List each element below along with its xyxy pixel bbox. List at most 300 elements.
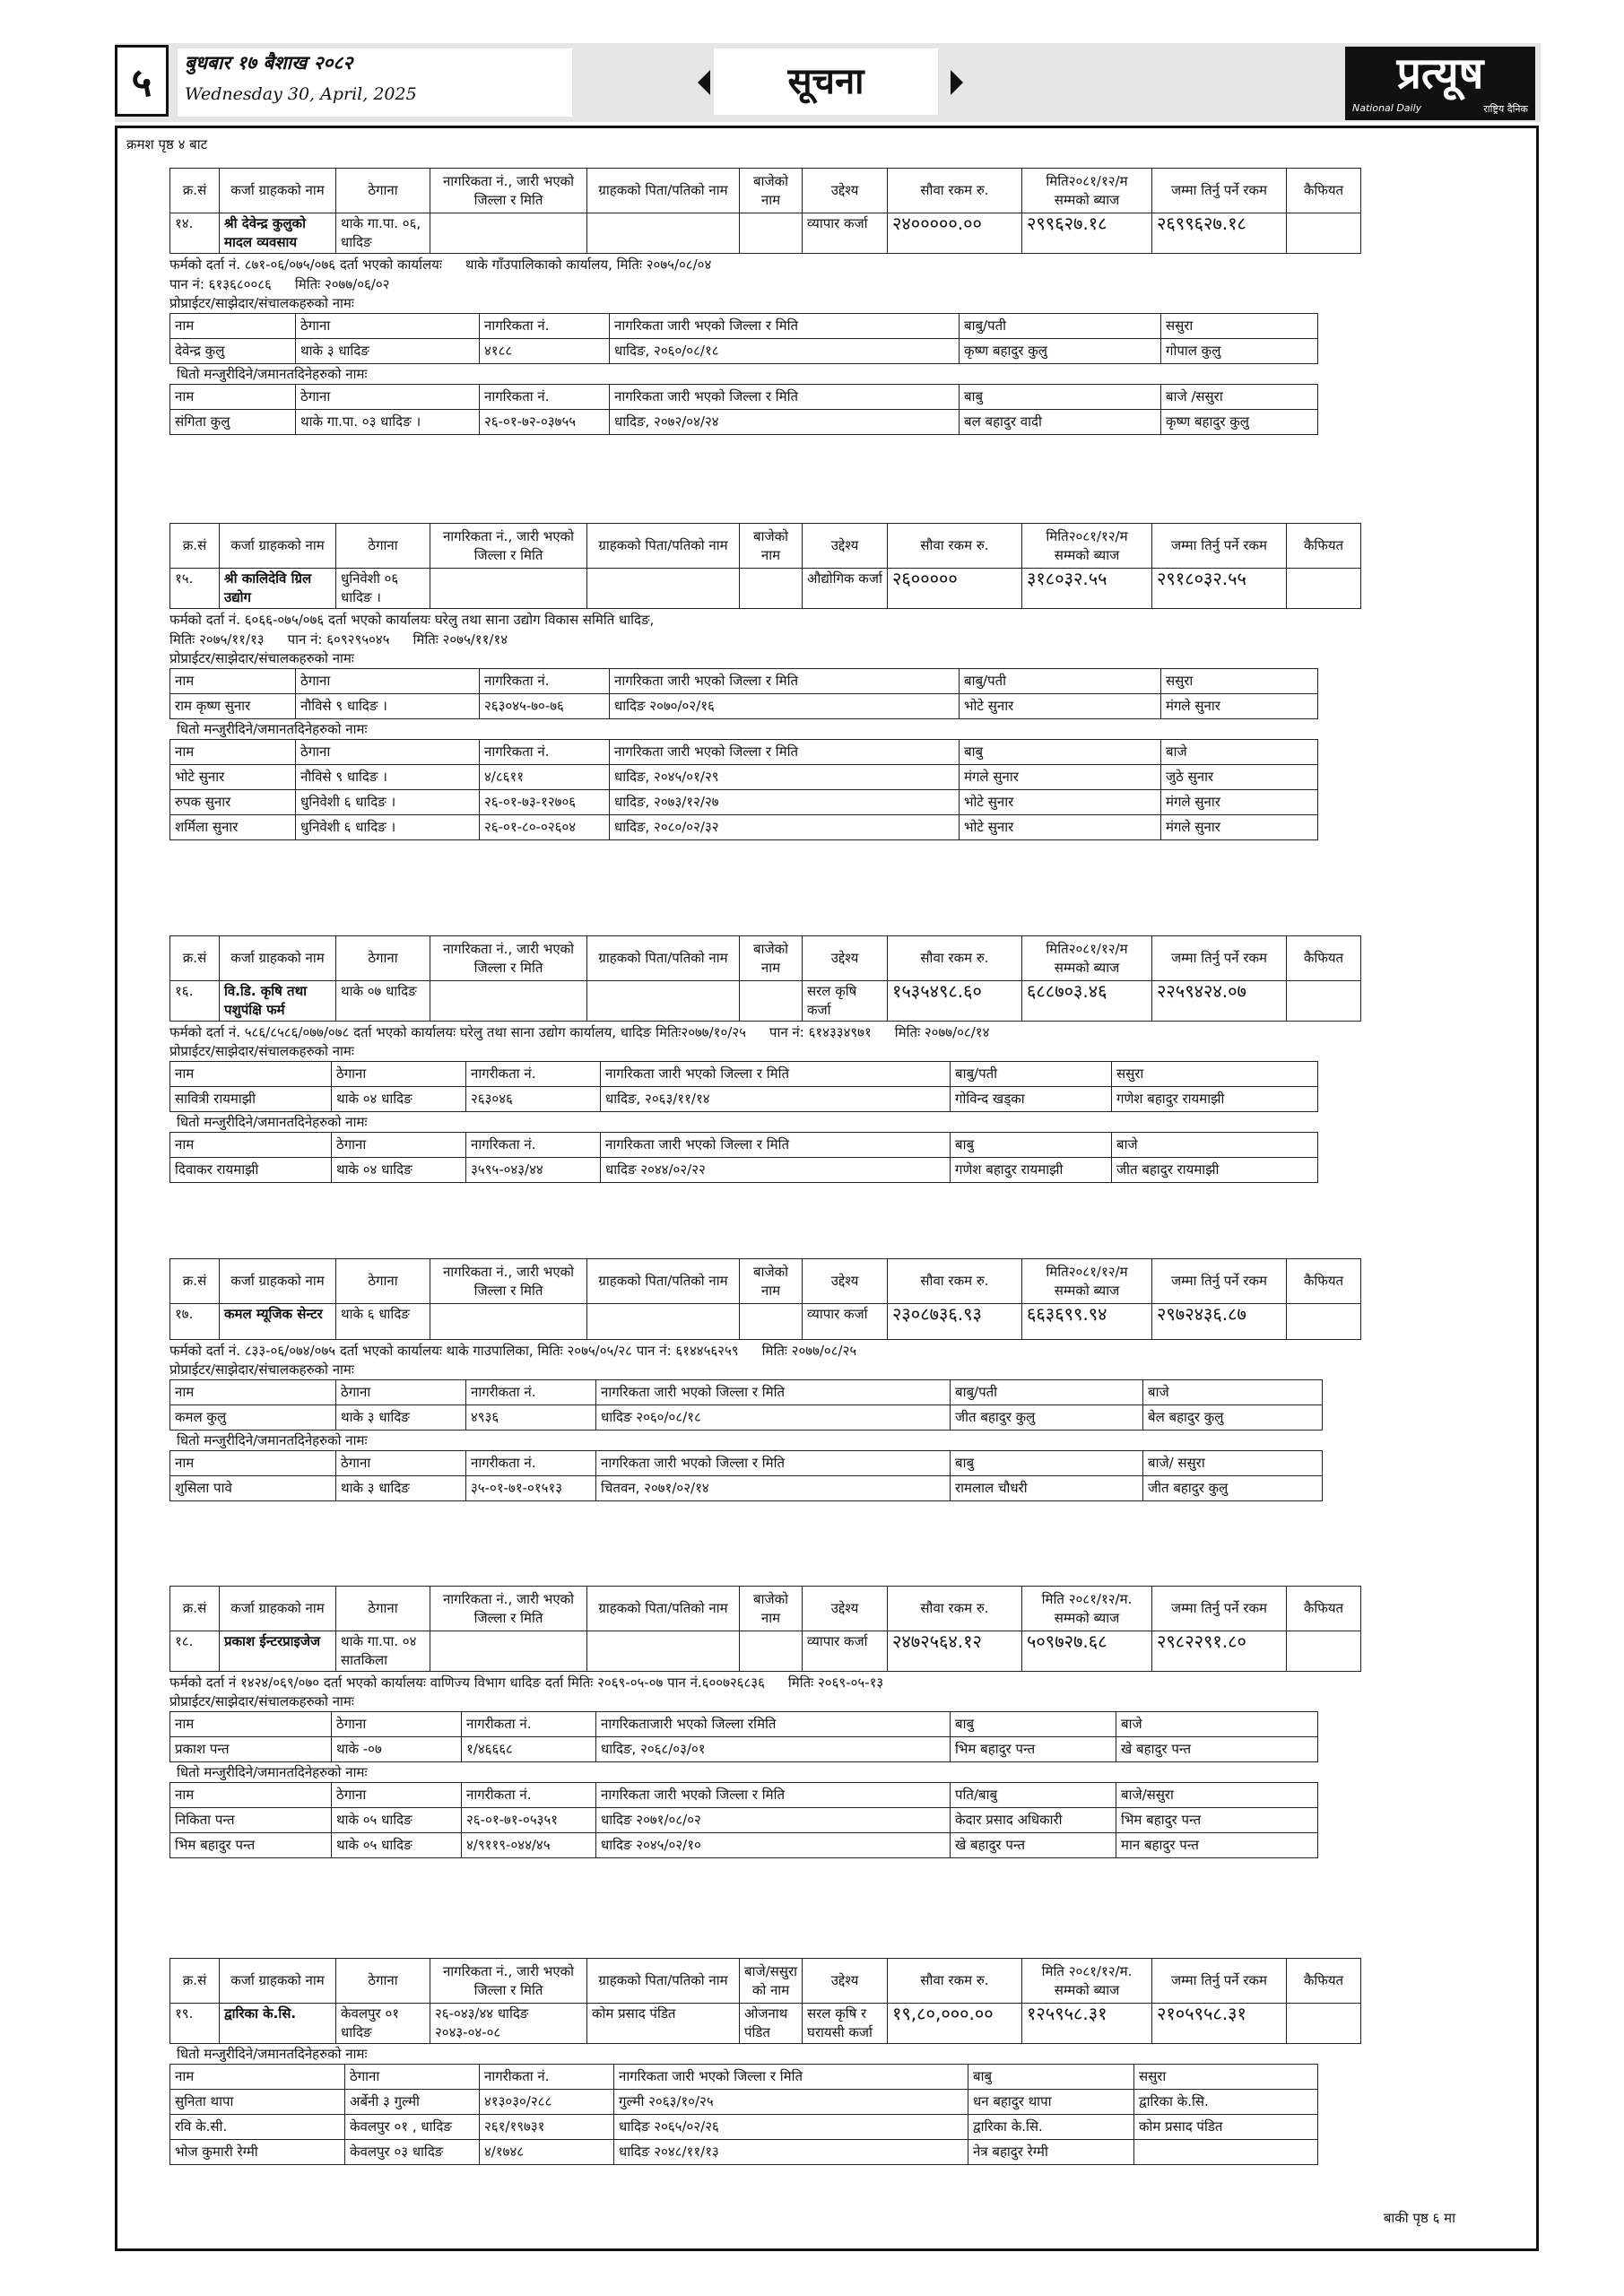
- proprietor-cell: १/४६६६८: [462, 1737, 596, 1762]
- loan-header-cell: जम्मा तिर्नु पर्ने रकम: [1152, 1587, 1287, 1631]
- guarantor-label: धितो मन्जुरीदिने/जमानतदिनेहरुको नामः: [177, 1114, 368, 1130]
- proprietor-label: प्रोप्राईटर/साझेदार/संचालकहरुको नामः: [169, 1693, 354, 1709]
- loan-header-cell: सौवा रकम रु.: [888, 1587, 1022, 1631]
- loan-header-cell: सौवा रकम रु.: [888, 1959, 1022, 2004]
- guarantor-cell: ४१३०३०/२८८: [480, 2090, 614, 2115]
- proprietor-header-cell: नागरिकता जारी भएको जिल्ला र मिति: [610, 314, 960, 339]
- loan-header-row: [170, 1959, 1361, 2004]
- proprietor-cell: नौविसे ९ धादिङ ।: [296, 694, 480, 719]
- section-title: सूचना: [714, 48, 938, 115]
- guarantor-cell: ३५-०१-७१-०१५१३: [466, 1476, 596, 1501]
- proprietor-row: [170, 339, 1318, 364]
- loan-cell: [430, 981, 587, 1022]
- loan-cell: ६६३६९९.९४: [1022, 1304, 1152, 1340]
- proprietor-cell: जीत बहादुर कुलु: [951, 1405, 1143, 1431]
- proprietor-cell: प्रकाश पन्त: [170, 1737, 332, 1762]
- header-dates: [178, 48, 572, 117]
- guarantor-header-cell: नागरिकता नं.: [480, 740, 610, 765]
- loan-cell: २९७२४३६.८७: [1152, 1304, 1287, 1340]
- loan-header-cell: नागरिकता नं., जारी भएको जिल्ला र मिति: [430, 524, 587, 569]
- loan-cell: १७.: [170, 1304, 220, 1340]
- date-english: Wednesday 30, April, 2025: [185, 84, 417, 104]
- guarantor-header-cell: ठेगाना: [336, 1451, 466, 1476]
- loan-header-cell: मिति२०८१/१२/म सम्मको ब्याज: [1022, 524, 1152, 569]
- guarantor-cell: धादिङ २०४८/११/१३: [614, 2140, 968, 2165]
- newspaper-logo: [1345, 47, 1535, 120]
- firm-registration-line: [169, 611, 1361, 629]
- proprietor-row: [170, 694, 1318, 719]
- loan-cell: १८.: [170, 1631, 220, 1672]
- proprietor-header-cell: ठेगाना: [296, 669, 480, 694]
- proprietor-header-cell: ठेगाना: [332, 1712, 462, 1737]
- loan-cell: थाके गा.पा. ०६, धादिङ: [336, 213, 430, 254]
- loan-header-row: [170, 524, 1361, 569]
- guarantor-header-cell: नाम: [170, 740, 296, 765]
- loan-cell: थाके ०७ धादिङ: [336, 981, 430, 1022]
- guarantor-cell: शर्मिला सुनार: [170, 815, 296, 840]
- guarantor-table: [169, 1132, 1318, 1183]
- loan-cell: २६९९६२७.१८: [1152, 213, 1287, 254]
- loan-header-cell: सौवा रकम रु.: [888, 169, 1022, 213]
- loan-cell: व्यापार कर्जा: [803, 1631, 888, 1672]
- proprietor-header-cell: नागरिकता नं.: [480, 669, 610, 694]
- proprietor-cell: खे बहादुर पन्त: [1116, 1737, 1318, 1762]
- proprietor-label: प्रोप्राईटर/साझेदार/संचालकहरुको नामः: [169, 295, 354, 311]
- guarantor-cell: भोटे सुनार: [960, 790, 1161, 815]
- guarantor-header-cell: नागरिकता जारी भएको जिल्ला र मिति: [610, 740, 960, 765]
- loan-header-cell: सौवा रकम रु.: [888, 936, 1022, 981]
- guarantor-header-cell: नाम: [170, 385, 296, 410]
- logo-subtitle-nepali: राष्ट्रिय दैनिक: [1483, 103, 1528, 115]
- guarantor-cell: [1134, 2140, 1318, 2165]
- proprietor-header-row: [170, 1712, 1318, 1737]
- guarantor-cell: धादिङ २०७१/०८/०२: [596, 1808, 951, 1833]
- loan-header-cell: जम्मा तिर्नु पर्ने रकम: [1152, 1259, 1287, 1304]
- guarantor-header-cell: बाबु: [960, 385, 1161, 410]
- loan-cell: सरल कृषि र घरायसी कर्जा: [803, 2004, 888, 2044]
- guarantor-cell: थाके ०४ धादिङ: [332, 1158, 466, 1183]
- continued-to: बाकी पृष्ठ ६ मा: [1383, 2210, 1455, 2226]
- loan-section: [169, 523, 1361, 840]
- firm-registration-text: फर्मको दर्ता नं. ८७१-०६/०७५/०७६ दर्ता भएको कार्यालयः: [169, 257, 442, 273]
- guarantor-cell: अर्बेनी ३ गुल्मी: [345, 2090, 480, 2115]
- loan-cell: कमल म्यूजिक सेन्टर: [220, 1304, 336, 1340]
- loan-header-cell: जम्मा तिर्नु पर्ने रकम: [1152, 1959, 1287, 2004]
- guarantor-cell: थाके गा.पा. ०३ धादिङ ।: [296, 410, 480, 435]
- proprietor-cell: ४१८८: [480, 339, 610, 364]
- guarantor-cell: रामलाल चौधरी: [951, 1476, 1143, 1501]
- loan-cell: प्रकाश ईन्टरप्राइजेज: [220, 1631, 336, 1672]
- loan-cell: औद्योगिक कर्जा: [803, 569, 888, 609]
- guarantor-header-cell: ठेगाना: [345, 2065, 480, 2090]
- loan-cell: [587, 569, 740, 609]
- guarantor-label: धितो मन्जुरीदिने/जमानतदिनेहरुको नामः: [177, 1764, 368, 1780]
- guarantor-row: [170, 2140, 1318, 2165]
- guarantor-cell: कृष्ण बहादुर कुलु: [1161, 410, 1318, 435]
- loan-header-cell: जम्मा तिर्नु पर्ने रकम: [1152, 169, 1287, 213]
- guarantor-cell: धादिङ २०६५/०२/२६: [614, 2115, 968, 2140]
- proprietor-cell: गोपाल कुलु: [1161, 339, 1318, 364]
- loan-cell: [1287, 1631, 1361, 1672]
- firm-registration-line: [169, 256, 1361, 274]
- guarantor-cell: रवि के.सी.: [170, 2115, 345, 2140]
- guarantor-header-cell: नाम: [170, 1133, 332, 1158]
- loan-header-cell: कैफियत: [1287, 936, 1361, 981]
- firm-registration-text: पान नं: ६१४३३४९७१: [769, 1024, 872, 1040]
- proprietor-cell: देवेन्द्र कुलु: [170, 339, 296, 364]
- proprietor-header-cell: ससुरा: [1112, 1062, 1318, 1087]
- proprietor-header-cell: बाजे: [1143, 1380, 1323, 1405]
- loan-cell: १९.: [170, 2004, 220, 2044]
- loan-header-cell: क्र.सं: [170, 1259, 220, 1304]
- loan-header-cell: बाजेको नाम: [740, 1587, 803, 1631]
- loan-section: [169, 168, 1361, 435]
- guarantor-label: धितो मन्जुरीदिने/जमानतदिनेहरुको नामः: [177, 2046, 368, 2062]
- guarantor-cell: धादिङ, २०७३/१२/२७: [610, 790, 960, 815]
- proprietor-table: [169, 668, 1318, 719]
- loan-cell: केवलपुर ०१ धादिङ: [336, 2004, 430, 2044]
- loan-cell: २३०८७३६.९३: [888, 1304, 1022, 1340]
- guarantor-cell: धुनिवेशी ६ धादिङ ।: [296, 815, 480, 840]
- arrow-right-icon: [951, 70, 963, 95]
- guarantor-cell: जीत बहादुर रायमाझी: [1112, 1158, 1318, 1183]
- proprietor-table: [169, 1061, 1318, 1112]
- proprietor-table: [169, 1379, 1323, 1431]
- loan-header-cell: उद्देश्य: [803, 1259, 888, 1304]
- guarantor-cell: कोम प्रसाद पंडित: [1134, 2115, 1318, 2140]
- loan-header-cell: ठेगाना: [336, 936, 430, 981]
- guarantor-cell: थाके ०५ धादिङ: [332, 1833, 462, 1858]
- guarantor-cell: भोज कुमारी रेग्मी: [170, 2140, 345, 2165]
- firm-registration-text: पान नं: ६०९२९५०४५: [287, 631, 390, 648]
- loan-header-cell: ठेगाना: [336, 1587, 430, 1631]
- proprietor-header-cell: नाम: [170, 1062, 332, 1087]
- guarantor-header-cell: बाजे: [1161, 740, 1318, 765]
- guarantor-row: [170, 410, 1318, 435]
- loan-section: [169, 1586, 1361, 1858]
- loan-table: [169, 1258, 1361, 1340]
- guarantor-header-row: [170, 1133, 1318, 1158]
- loan-header-cell: ठेगाना: [336, 524, 430, 569]
- loan-header-cell: कर्जा ग्राहकको नाम: [220, 936, 336, 981]
- loan-header-row: [170, 1587, 1361, 1631]
- guarantor-row: [170, 1808, 1318, 1833]
- loan-cell: कोम प्रसाद पंडित: [587, 2004, 740, 2044]
- proprietor-cell: मंगले सुनार: [1161, 694, 1318, 719]
- loan-cell: [740, 1631, 803, 1672]
- proprietor-header-cell: नागरिकता नं.: [480, 314, 610, 339]
- loan-header-cell: कर्जा ग्राहकको नाम: [220, 524, 336, 569]
- loan-cell: [430, 213, 587, 254]
- proprietor-cell: कृष्ण बहादुर कुलु: [960, 339, 1161, 364]
- loan-header-cell: ठेगाना: [336, 1259, 430, 1304]
- guarantor-cell: केदार प्रसाद अधिकारी: [951, 1808, 1116, 1833]
- arrow-left-icon: [698, 70, 710, 95]
- loan-cell: १४.: [170, 213, 220, 254]
- proprietor-header-cell: नागरिकताजारी भएको जिल्ला रमिति: [596, 1712, 951, 1737]
- proprietor-cell: भिम बहादुर पन्त: [951, 1737, 1116, 1762]
- loan-header-cell: कैफियत: [1287, 1259, 1361, 1304]
- loan-section: [169, 1258, 1361, 1501]
- loan-cell: [587, 981, 740, 1022]
- guarantor-cell: चितवन, २०७१/०२/१४: [596, 1476, 951, 1501]
- loan-header-cell: सौवा रकम रु.: [888, 1259, 1022, 1304]
- loan-row: [170, 569, 1361, 609]
- proprietor-header-cell: ठेगाना: [336, 1380, 466, 1405]
- loan-header-cell: उद्देश्य: [803, 169, 888, 213]
- guarantor-cell: धादिङ २०४५/०२/१०: [596, 1833, 951, 1858]
- firm-registration-line: [169, 1342, 1361, 1360]
- loan-header-cell: नागरिकता नं., जारी भएको जिल्ला र मिति: [430, 936, 587, 981]
- proprietor-cell: धादिङ २०७०/०२/१६: [610, 694, 960, 719]
- proprietor-cell: २६३०४६: [466, 1087, 601, 1112]
- loan-header-cell: उद्देश्य: [803, 1587, 888, 1631]
- guarantor-cell: गुल्मी २०६३/१०/२५: [614, 2090, 968, 2115]
- loan-header-cell: मिति२०८१/१२/म सम्मको ब्याज: [1022, 169, 1152, 213]
- loan-header-cell: उद्देश्य: [803, 936, 888, 981]
- proprietor-header-cell: नाम: [170, 669, 296, 694]
- guarantor-cell: द्वारिका के.सि.: [968, 2115, 1134, 2140]
- loan-cell: [1287, 1304, 1361, 1340]
- proprietor-cell: २६३०४५-७०-७६: [480, 694, 610, 719]
- loan-header-cell: ठेगाना: [336, 1959, 430, 2004]
- proprietor-cell: थाके -०७: [332, 1737, 462, 1762]
- loan-cell: वि.डि. कृषि तथा पशुपंक्षि फर्म: [220, 981, 336, 1022]
- guarantor-header-cell: नागरीकता नं.: [466, 1451, 596, 1476]
- guarantor-cell: २६-०१-७२-०३७५५: [480, 410, 610, 435]
- proprietor-cell: धादिङ २०६०/०८/१८: [596, 1405, 951, 1431]
- loan-cell: २९९६२७.१८: [1022, 213, 1152, 254]
- proprietor-header-cell: बाबु/पती: [951, 1380, 1143, 1405]
- proprietor-header-cell: बाजे: [1116, 1712, 1318, 1737]
- loan-cell: २१०५९५८.३१: [1152, 2004, 1287, 2044]
- guarantor-table: [169, 1450, 1323, 1501]
- loan-row: [170, 1631, 1361, 1672]
- proprietor-header-cell: नागरीकता नं.: [466, 1062, 601, 1087]
- guarantor-header-row: [170, 2065, 1318, 2090]
- loan-header-cell: बाजेको नाम: [740, 1259, 803, 1304]
- guarantor-cell: ४/९११९-०४४/४५: [462, 1833, 596, 1858]
- loan-header-row: [170, 169, 1361, 213]
- guarantor-header-cell: पति/बाबु: [951, 1783, 1116, 1808]
- loan-header-cell: जम्मा तिर्नु पर्ने रकम: [1152, 936, 1287, 981]
- guarantor-header-cell: ठेगाना: [332, 1783, 462, 1808]
- loan-cell: [1287, 2004, 1361, 2044]
- guarantor-header-row: [170, 385, 1318, 410]
- loan-header-row: [170, 936, 1361, 981]
- proprietor-header-cell: ससुरा: [1161, 669, 1318, 694]
- proprietor-header-cell: नागरिकता जारी भएको जिल्ला र मिति: [601, 1062, 951, 1087]
- notice-frame: [115, 126, 1539, 2251]
- loan-cell: १९,८०,०००.००: [888, 2004, 1022, 2044]
- proprietor-header-cell: नागरिकता जारी भएको जिल्ला र मिति: [596, 1380, 951, 1405]
- firm-registration-text: फर्मको दर्ता नं १४२४/०६९/०७० दर्ता भएको कार्यालयः वाणिज्य विभाग धादिङ दर्ता मितिः २०६९-०५-०७ पान नं.६००७२६८३६: [169, 1674, 765, 1691]
- guarantor-header-cell: नागरिकता जारी भएको जिल्ला र मिति: [596, 1783, 951, 1808]
- loan-header-cell: कैफियत: [1287, 1959, 1361, 2004]
- proprietor-cell: धादिङ, २०६८/०३/०१: [596, 1737, 951, 1762]
- guarantor-row: [170, 1476, 1323, 1501]
- loan-row: [170, 213, 1361, 254]
- guarantor-cell: निकिता पन्त: [170, 1808, 332, 1833]
- proprietor-label: प्रोप्राईटर/साझेदार/संचालकहरुको नामः: [169, 1043, 354, 1059]
- guarantor-header-cell: बाबु: [951, 1133, 1112, 1158]
- guarantor-header-cell: बाजे: [1112, 1133, 1318, 1158]
- loan-cell: ६८८७०३.४६: [1022, 981, 1152, 1022]
- guarantor-row: [170, 765, 1318, 790]
- guarantor-cell: द्वारिका के.सि.: [1134, 2090, 1318, 2115]
- firm-registration-text: फर्मको दर्ता नं. ५८६/८५८६/०७७/०७८ दर्ता भएको कार्यालयः घरेलु तथा साना उद्योग कार्यालय, धादिङ मितिः२०७७/१०/२५: [169, 1024, 746, 1040]
- loan-header-cell: ग्राहकको पिता/पतिको नाम: [587, 1587, 740, 1631]
- firm-registration-text: थाके गाँउपालिकाको कार्यालय, मितिः २०७५/०८/०४: [465, 257, 712, 273]
- loan-cell: द्वारिका के.सि.: [220, 2004, 336, 2044]
- loan-cell: २६०००००: [888, 569, 1022, 609]
- firm-registration-text: मितिः २०७५/११/१३: [169, 631, 265, 648]
- date-nepali: बुधबार १७ बैशाख २०८२: [185, 51, 353, 74]
- loan-table: [169, 168, 1361, 254]
- loan-header-cell: ग्राहकको पिता/पतिको नाम: [587, 524, 740, 569]
- loan-cell: थाके ६ धादिङ: [336, 1304, 430, 1340]
- loan-cell: थाके गा.पा. ०४ सातकिला: [336, 1631, 430, 1672]
- guarantor-header-cell: नागरिकता जारी भएको जिल्ला र मिति: [601, 1133, 951, 1158]
- loan-header-cell: कैफियत: [1287, 1587, 1361, 1631]
- proprietor-cell: थाके ३ धादिङ: [336, 1405, 466, 1431]
- loan-cell: [740, 981, 803, 1022]
- page-number: ५: [115, 45, 169, 117]
- loan-header-cell: मिति २०८१/१२/म. सम्मको ब्याज: [1022, 1959, 1152, 2004]
- guarantor-header-cell: नागरीकता नं.: [462, 1783, 596, 1808]
- loan-header-cell: ग्राहकको पिता/पतिको नाम: [587, 1959, 740, 2004]
- guarantor-cell: ४/८६११: [480, 765, 610, 790]
- loan-table: [169, 1586, 1361, 1672]
- loan-cell: सरल कृषि कर्जा: [803, 981, 888, 1022]
- proprietor-header-cell: बाबु: [951, 1712, 1116, 1737]
- guarantor-cell: २६-०१-७१-०५३५१: [462, 1808, 596, 1833]
- loan-header-cell: बाजे/ससुरा को नाम: [740, 1959, 803, 2004]
- guarantor-cell: धन बहादुर थापा: [968, 2090, 1134, 2115]
- guarantor-cell: नेत्र बहादुर रेग्मी: [968, 2140, 1134, 2165]
- loan-header-cell: नागरिकता नं., जारी भएको जिल्ला र मिति: [430, 1259, 587, 1304]
- guarantor-header-cell: बाबु: [968, 2065, 1134, 2090]
- guarantor-header-cell: नाम: [170, 1451, 336, 1476]
- loan-cell: २६-०४३/४४ धादिङ २०४३-०४-०८: [430, 2004, 587, 2044]
- proprietor-cell: धादिङ, २०६३/११/१४: [601, 1087, 951, 1112]
- loan-header-cell: कर्जा ग्राहकको नाम: [220, 1587, 336, 1631]
- loan-cell: व्यापार कर्जा: [803, 213, 888, 254]
- loan-row: [170, 981, 1361, 1022]
- guarantor-cell: गणेश बहादुर रायमाझी: [951, 1158, 1112, 1183]
- proprietor-cell: ४९३६: [466, 1405, 596, 1431]
- guarantor-cell: भोटे सुनार: [170, 765, 296, 790]
- loan-header-cell: कर्जा ग्राहकको नाम: [220, 169, 336, 213]
- guarantor-cell: ४/१७४८: [480, 2140, 614, 2165]
- guarantor-header-cell: ठेगाना: [332, 1133, 466, 1158]
- firm-registration-text: मितिः २०६९-०५-१३: [787, 1674, 884, 1691]
- loan-header-cell: सौवा रकम रु.: [888, 524, 1022, 569]
- guarantor-cell: २६-०१-८०-०२६०४: [480, 815, 610, 840]
- loan-section: [169, 1958, 1361, 2165]
- loan-header-cell: उद्देश्य: [803, 524, 888, 569]
- loan-row: [170, 2004, 1361, 2044]
- loan-header-cell: क्र.सं: [170, 524, 220, 569]
- loan-header-cell: नागरिकता नं., जारी भएको जिल्ला र मिति: [430, 169, 587, 213]
- proprietor-header-cell: बाबु/पती: [951, 1062, 1112, 1087]
- guarantor-row: [170, 815, 1318, 840]
- loan-header-cell: ठेगाना: [336, 169, 430, 213]
- page-header: [115, 43, 1541, 122]
- proprietor-cell: राम कृष्ण सुनार: [170, 694, 296, 719]
- guarantor-cell: खे बहादुर पन्त: [951, 1833, 1116, 1858]
- proprietor-header-cell: बाबु/पती: [960, 669, 1161, 694]
- proprietor-table: [169, 313, 1318, 364]
- loan-cell: [430, 1631, 587, 1672]
- firm-registration-text: मितिः २०७७/०८/२५: [761, 1343, 857, 1359]
- guarantor-header-cell: नाम: [170, 2065, 345, 2090]
- loan-header-cell: कैफियत: [1287, 524, 1361, 569]
- guarantor-cell: संगिता कुलु: [170, 410, 296, 435]
- firm-registration-text: पान नं: ६१३६८००८६: [169, 276, 272, 292]
- loan-cell: [430, 1304, 587, 1340]
- guarantor-row: [170, 1833, 1318, 1858]
- guarantor-header-cell: नाम: [170, 1783, 332, 1808]
- guarantor-row: [170, 790, 1318, 815]
- firm-registration-line: [169, 631, 1361, 648]
- proprietor-header-cell: नागरीकता नं.: [466, 1380, 596, 1405]
- firm-registration-line: [169, 275, 1361, 293]
- guarantor-cell: रुपक सुनार: [170, 790, 296, 815]
- loan-header-cell: क्र.सं: [170, 1959, 220, 2004]
- loan-cell: [587, 1304, 740, 1340]
- proprietor-header-row: [170, 314, 1318, 339]
- loan-cell: ३१८०३२.५५: [1022, 569, 1152, 609]
- guarantor-header-row: [170, 1783, 1318, 1808]
- guarantor-header-cell: नागरीकता नं.: [480, 2065, 614, 2090]
- proprietor-header-row: [170, 1380, 1323, 1405]
- loan-header-cell: कर्जा ग्राहकको नाम: [220, 1259, 336, 1304]
- proprietor-row: [170, 1087, 1318, 1112]
- guarantor-cell: नौविसे ९ धादिङ ।: [296, 765, 480, 790]
- loan-header-cell: मिति२०८१/१२/म सम्मको ब्याज: [1022, 936, 1152, 981]
- guarantor-cell: धादिङ, २०८०/०२/३२: [610, 815, 960, 840]
- guarantor-header-cell: ठेगाना: [296, 740, 480, 765]
- loan-row: [170, 1304, 1361, 1340]
- proprietor-header-cell: नागरीकता नं.: [462, 1712, 596, 1737]
- loan-table: [169, 935, 1361, 1022]
- guarantor-cell: मंगले सुनार: [1161, 815, 1318, 840]
- proprietor-row: [170, 1737, 1318, 1762]
- loan-header-cell: ग्राहकको पिता/पतिको नाम: [587, 169, 740, 213]
- proprietor-header-cell: नाम: [170, 1380, 336, 1405]
- loan-cell: श्री देवेन्द्र कुलुको मादल व्यवसाय: [220, 213, 336, 254]
- guarantor-cell: सुनिता थापा: [170, 2090, 345, 2115]
- proprietor-header-cell: ससुरा: [1161, 314, 1318, 339]
- proprietor-cell: गणेश बहादुर रायमाझी: [1112, 1087, 1318, 1112]
- loan-cell: व्यापार कर्जा: [803, 1304, 888, 1340]
- guarantor-header-cell: नागरिकता नं.: [480, 385, 610, 410]
- loan-header-cell: मिति२०८१/१२/म सम्मको ब्याज: [1022, 1259, 1152, 1304]
- guarantor-cell: धादिङ, २०७२/०४/२४: [610, 410, 960, 435]
- guarantor-cell: धुनिवेशी ६ धादिङ ।: [296, 790, 480, 815]
- loan-table: [169, 1958, 1361, 2044]
- loan-header-cell: क्र.सं: [170, 1587, 220, 1631]
- loan-cell: [1287, 981, 1361, 1022]
- loan-header-cell: ग्राहकको पिता/पतिको नाम: [587, 1259, 740, 1304]
- loan-header-row: [170, 1259, 1361, 1304]
- proprietor-label: प्रोप्राईटर/साझेदार/संचालकहरुको नामः: [169, 650, 354, 666]
- proprietor-row: [170, 1405, 1323, 1431]
- loan-cell: ओजनाथ पंडित: [740, 2004, 803, 2044]
- guarantor-cell: भिम बहादुर पन्त: [170, 1833, 332, 1858]
- guarantor-header-row: [170, 740, 1318, 765]
